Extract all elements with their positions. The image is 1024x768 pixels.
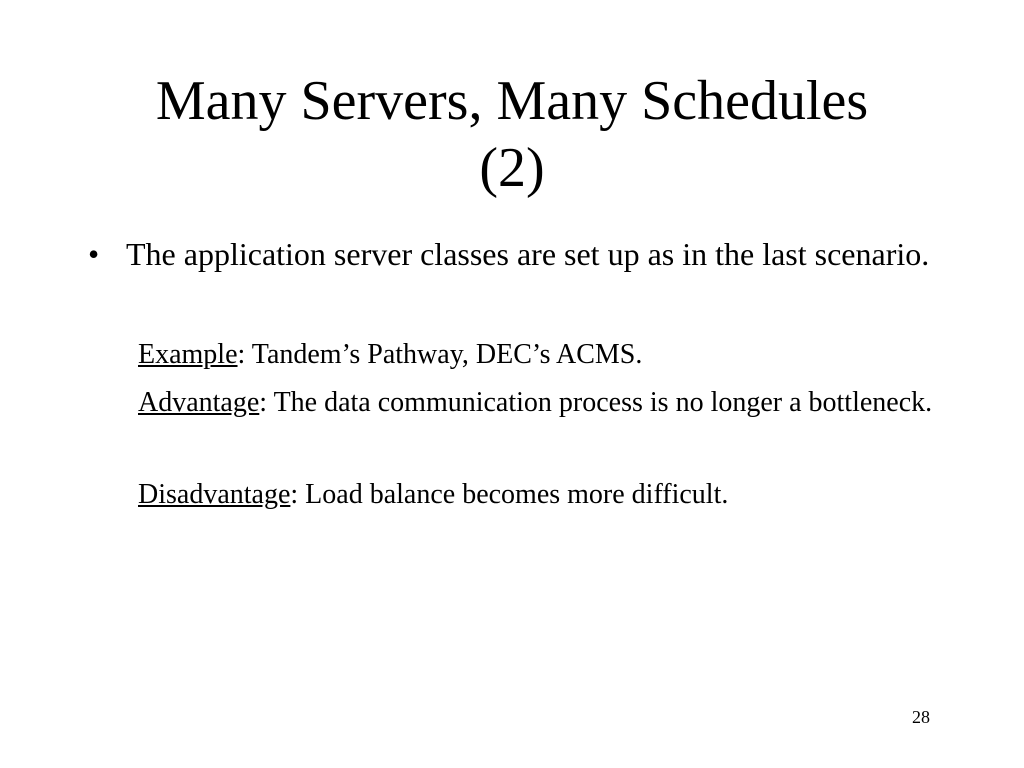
sub-item-text: : Tandem’s Pathway, DEC’s ACMS. xyxy=(237,339,643,370)
bullet-text: The application server classes are set up as in the last scenario. xyxy=(126,236,930,272)
sub-item-term: Advantage xyxy=(138,387,260,418)
sub-item-term: Example xyxy=(138,339,238,370)
sub-item-term: Disadvantage xyxy=(138,479,291,510)
bullet-point xyxy=(88,233,948,276)
title-line-1: Many Servers, Many Schedules xyxy=(155,70,869,132)
sub-item-text: : The data communication process is no longer a bottleneck. xyxy=(259,387,933,418)
slide-title xyxy=(60,68,964,202)
title-line-2: (2) xyxy=(479,137,545,199)
page-number: 28 xyxy=(912,707,930,727)
sub-item-disadvantage xyxy=(138,476,966,514)
sub-item-text: : Load balance becomes more difficult. xyxy=(290,479,729,510)
sub-item-example xyxy=(138,336,966,374)
sub-item-advantage xyxy=(138,384,966,422)
bullet-marker: • xyxy=(88,236,100,272)
